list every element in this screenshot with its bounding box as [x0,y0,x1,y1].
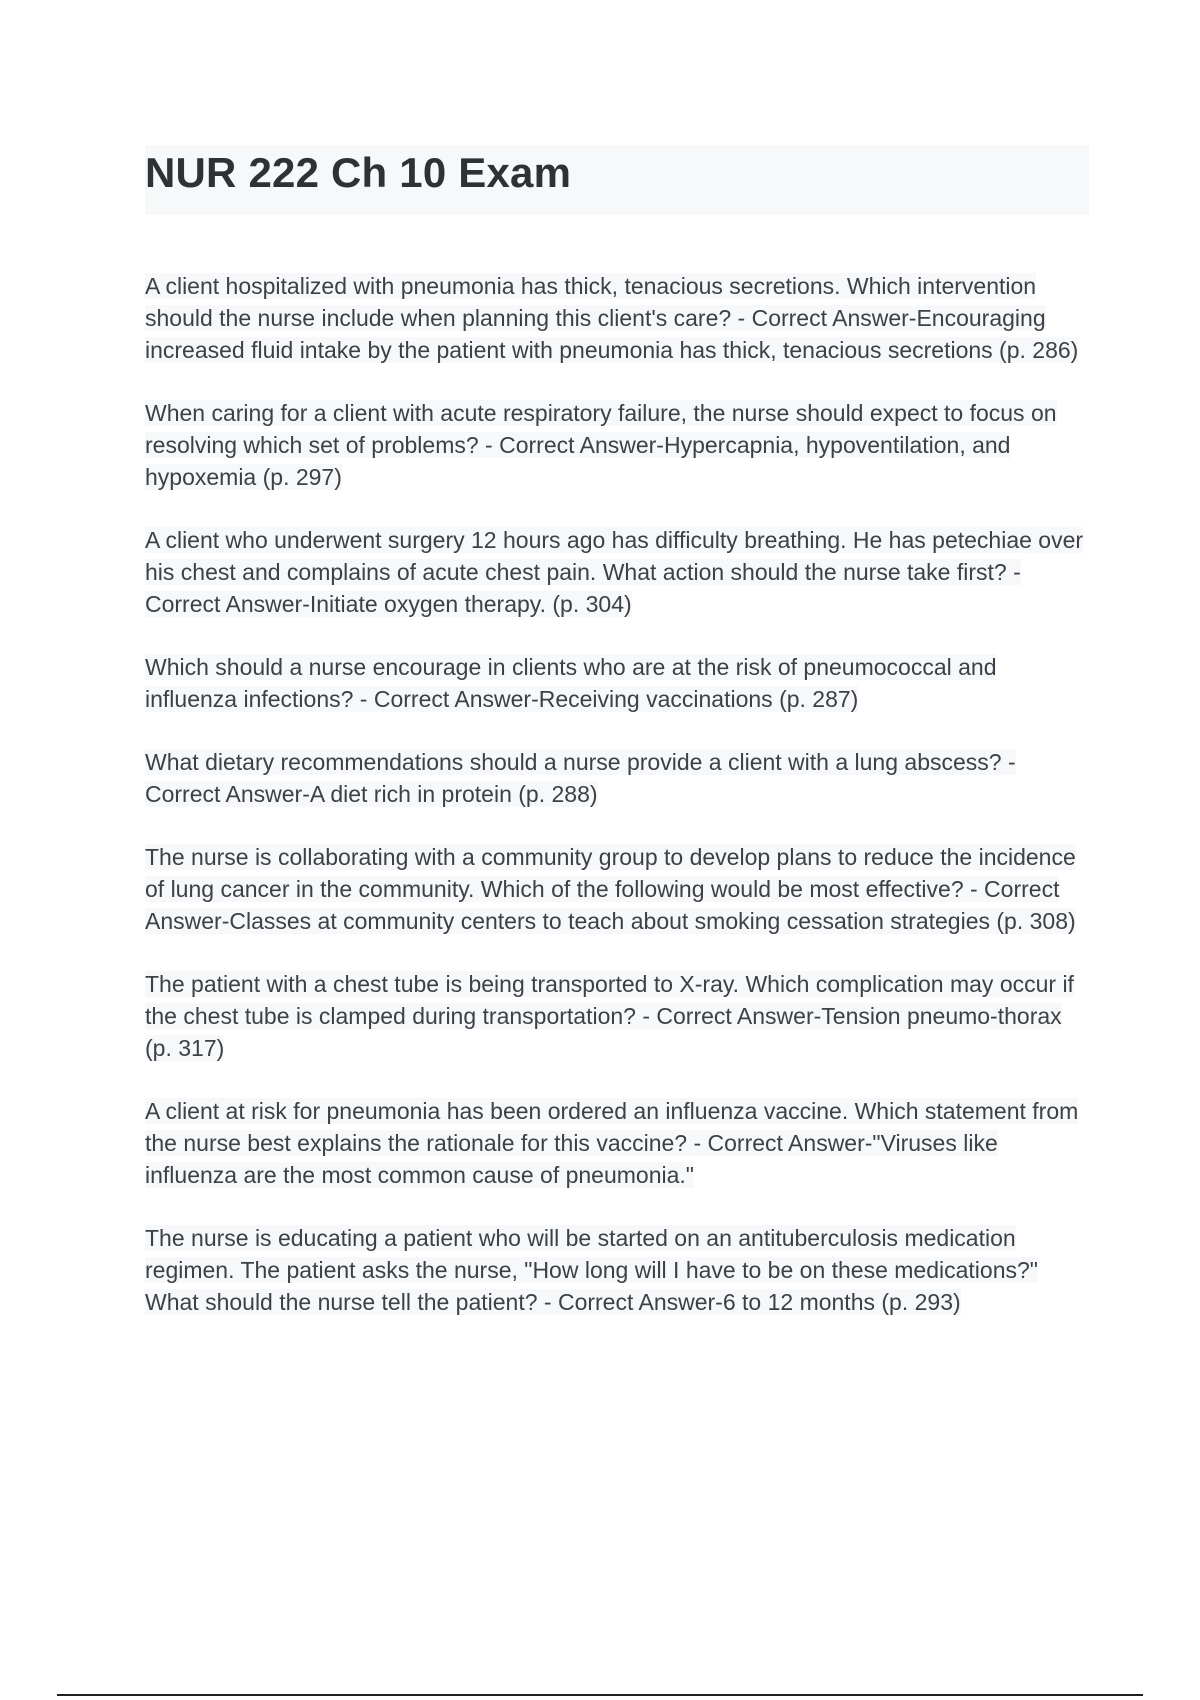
qa-item [145,841,1089,937]
qa-item [145,397,1089,493]
qa-text: A client who underwent surgery 12 hours ago has difficulty breathing. He has petechiae over his chest and complains of acute chest pain. What action should the nurse take first? - Correct Answer-Initiate oxygen therapy. (p. 304) [145,527,1084,617]
qa-item [145,270,1089,366]
qa-text: When caring for a client with acute respiratory failure, the nurse should expect to focus on resolving which set of problems? - Correct Answer-Hypercapnia, hypoventilation, and hypoxemia (p. 297) [145,400,1057,490]
qa-item [145,746,1089,810]
qa-item [145,651,1089,715]
qa-item [145,524,1089,620]
qa-text: A client hospitalized with pneumonia has thick, tenacious secretions. Which intervention should the nurse include when planning this client's care? - Correct Answer-Encouraging increased fluid intake by the patient with pneumonia has thick, tenacious secretions (p. 286) [145,273,1079,363]
qa-text: What dietary recommendations should a nurse provide a client with a lung abscess? - Correct Answer-A diet rich in protein (p. 288) [145,749,1016,807]
qa-text: The nurse is collaborating with a community group to develop plans to reduce the incidence of lung cancer in the community. Which of the following would be most effective? - Correct Answer-Classes at community centers to teach about smoking cessation strategies (p. 308) [145,844,1076,934]
qa-text: A client at risk for pneumonia has been ordered an influenza vaccine. Which statement from the nurse best explains the rationale for this vaccine? - Correct Answer-"Viruses like influenza are the most common cause of pneumonia." [145,1098,1079,1188]
footer-divider [57,1694,1143,1696]
qa-item [145,1095,1089,1191]
page-title: NUR 222 Ch 10 Exam [145,149,572,196]
qa-item [145,1222,1089,1318]
qa-text: The patient with a chest tube is being transported to X-ray. Which complication may occur if the chest tube is clamped during transportation? - Correct Answer-Tension pneumo-thorax (p. 317) [145,971,1074,1061]
qa-item [145,968,1089,1064]
qa-text: Which should a nurse encourage in clients who are at the risk of pneumococcal and influenza infections? - Correct Answer-Receiving vaccinations (p. 287) [145,654,997,712]
qa-text: The nurse is educating a patient who will be started on an antituberculosis medication regimen. The patient asks the nurse, "How long will I have to be on these medications?" What should the nurse tell the patient? - Correct Answer-6 to 12 months (p. 293) [145,1225,1038,1315]
question-list [145,270,1089,1349]
